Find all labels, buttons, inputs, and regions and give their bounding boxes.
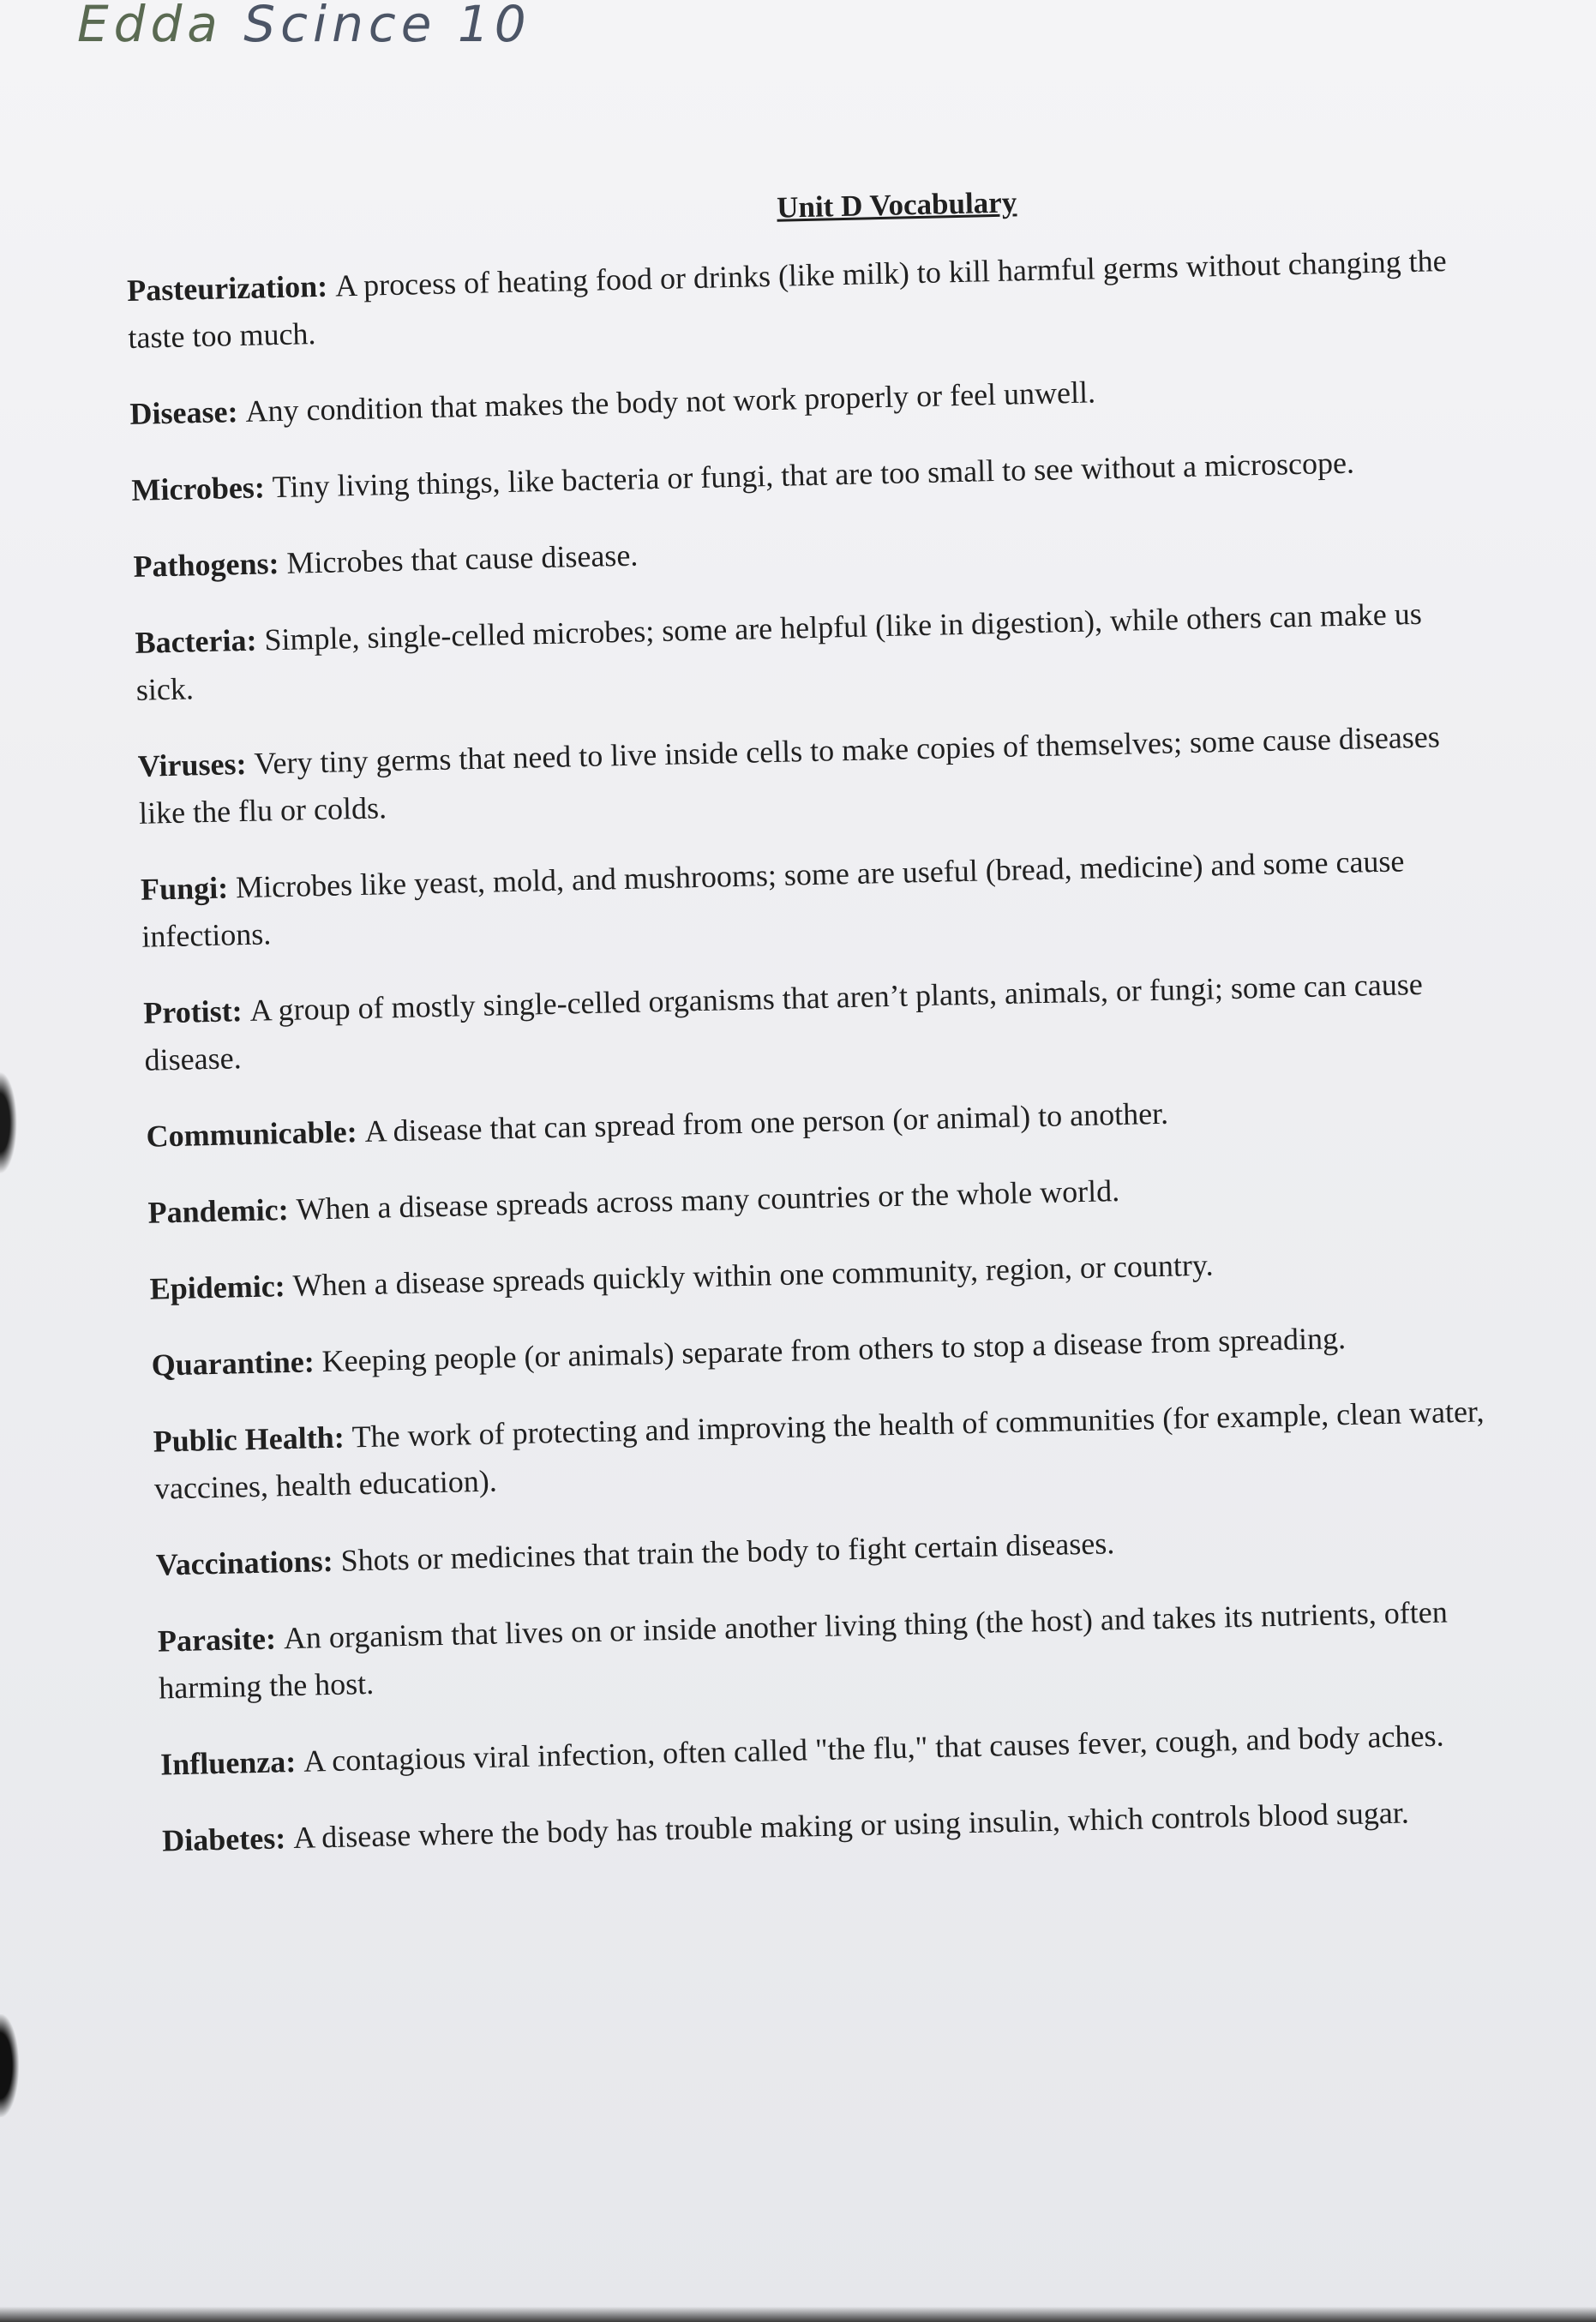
vocab-term: Protist — [142, 993, 233, 1030]
page-title: Unit D Vocabulary — [776, 185, 1017, 225]
vocab-definition: A disease where the body has trouble making or using insulin, which controls blood sugar. — [292, 1795, 1410, 1856]
handwritten-name: Edda — [77, 0, 223, 53]
vocab-definition: Tiny living things, like bacteria or fungi, that are too small to see without a microscope. — [272, 445, 1355, 505]
vocab-term: Pasteurization — [126, 268, 318, 308]
binder-hole-shadow — [0, 2014, 19, 2117]
vocab-entry: Influenza: A contagious viral infection, often called "the flu," that causes fever, cough, and body aches. — [159, 1718, 1444, 1782]
vocab-definition: Microbes that cause disease. — [286, 537, 639, 580]
vocab-entry: Pathogens: Microbes that cause disease. — [133, 537, 639, 584]
vocab-entry: Parasite: An organism that lives on or inside another living thing (the host) and takes its nutrients, often harming the host. — [157, 1594, 1449, 1706]
vocab-term: Pandemic — [147, 1192, 279, 1230]
vocab-term: Vaccinations — [155, 1544, 324, 1582]
vocab-term: Fungi — [140, 870, 219, 907]
vocab-term: Communicable — [146, 1114, 348, 1154]
handwritten-header — [77, 0, 531, 53]
vocab-definition: When a disease spreads quickly within one community, region, or country. — [292, 1247, 1214, 1303]
vocab-entry: Communicable: A disease that can spread from one person (or animal) to another. — [146, 1095, 1169, 1154]
vocab-term: Quarantine — [151, 1344, 305, 1383]
binder-hole-shadow — [0, 1071, 17, 1174]
vocab-definition: The work of protecting and improving the health of communities (for example, clean water, vaccines, health education). — [153, 1394, 1485, 1506]
vocab-definition: Microbes like yeast, mold, and mushrooms; some are useful (bread, medicine) and some cause infections. — [141, 843, 1405, 954]
vocab-definition: A process of heating food or drinks (like milk) to kill harmful germs without changing the taste too much. — [128, 243, 1448, 355]
vocab-term: Parasite — [157, 1621, 267, 1659]
vocab-entry: Protist: A group of mostly single-celled organisms that aren’t plants, animals, or fungi; some can cause disease. — [142, 966, 1424, 1077]
vocab-term: Microbes — [131, 470, 255, 507]
vocab-definition: An organism that lives on or inside another living thing (the host) and takes its nutrients, often harming the host. — [158, 1594, 1449, 1706]
vocab-term: Public Health — [153, 1419, 335, 1459]
vocab-entry: Epidemic: When a disease spreads quickly within one community, region, or country. — [149, 1247, 1214, 1306]
vocab-term: Diabetes — [161, 1821, 276, 1858]
vocab-definition: Any condition that makes the body not work properly or feel unwell. — [245, 375, 1096, 429]
vocab-entry: Viruses: Very tiny germs that need to live inside cells to make copies of themselves; some cause diseases like the flu or colds. — [137, 719, 1441, 831]
vocab-entry: Pandemic: When a disease spreads across many countries or the whole world. — [147, 1173, 1120, 1230]
vocab-entry: Pasteurization: A process of heating food or drinks (like milk) to kill harmful germs without changing the taste too much. — [126, 243, 1448, 355]
vocab-term: Epidemic — [149, 1269, 276, 1306]
vocab-definition: Simple, single-celled microbes; some are helpful (like in digestion), while others can make us sick. — [135, 596, 1423, 707]
vocab-definition: A disease that can spread from one person (or animal) to another. — [364, 1095, 1169, 1149]
vocab-term: Disease — [129, 394, 228, 431]
vocab-definition: A group of mostly single-celled organisms that aren’t plants, animals, or fungi; some can cause disease. — [144, 966, 1424, 1077]
vocab-entry: Public Health: The work of protecting and improving the health of communities (for example, clean water, vaccines, health education). — [153, 1394, 1485, 1506]
vocab-entry: Diabetes: A disease where the body has trouble making or using insulin, which controls blood sugar. — [161, 1795, 1410, 1858]
vocab-entry: Disease: Any condition that makes the body not work properly or feel unwell. — [129, 375, 1096, 431]
vocab-definition: When a disease spreads across many countries or the whole world. — [296, 1173, 1120, 1227]
vocab-entry: Microbes: Tiny living things, like bacteria or fungi, that are too small to see without a microscope. — [131, 445, 1355, 507]
vocab-term: Bacteria — [135, 622, 247, 660]
vocab-term: Viruses — [137, 747, 237, 783]
vocab-definition: Shots or medicines that train the body to fight certain diseases. — [340, 1526, 1115, 1578]
vocab-definition: Very tiny germs that need to live inside cells to make copies of themselves; some cause diseases like the flu or colds. — [138, 719, 1441, 831]
vocab-definition: Keeping people (or animals) separate from others to stop a disease from spreading. — [321, 1321, 1347, 1379]
vocab-term: Pathogens — [133, 546, 269, 584]
vocab-definition: A contagious viral infection, often called "the flu," that causes fever, cough, and body aches. — [303, 1718, 1444, 1779]
vocab-entry: Vaccinations: Shots or medicines that train the body to fight certain diseases. — [155, 1526, 1115, 1582]
vocab-entry: Quarantine: Keeping people (or animals) separate from others to stop a disease from spreading. — [151, 1321, 1347, 1383]
vocab-entry: Fungi: Microbes like yeast, mold, and mushrooms; some are useful (bread, medicine) and some cause infections. — [140, 843, 1405, 954]
handwritten-subject: Scince 10 — [243, 0, 531, 53]
vocab-term: Influenza — [159, 1744, 286, 1782]
page-bottom-edge — [0, 2307, 1596, 2322]
vocab-entry: Bacteria: Simple, single-celled microbes; some are helpful (like in digestion), while others can make us sick. — [135, 596, 1423, 707]
vocabulary-sheet — [125, 174, 1569, 1894]
